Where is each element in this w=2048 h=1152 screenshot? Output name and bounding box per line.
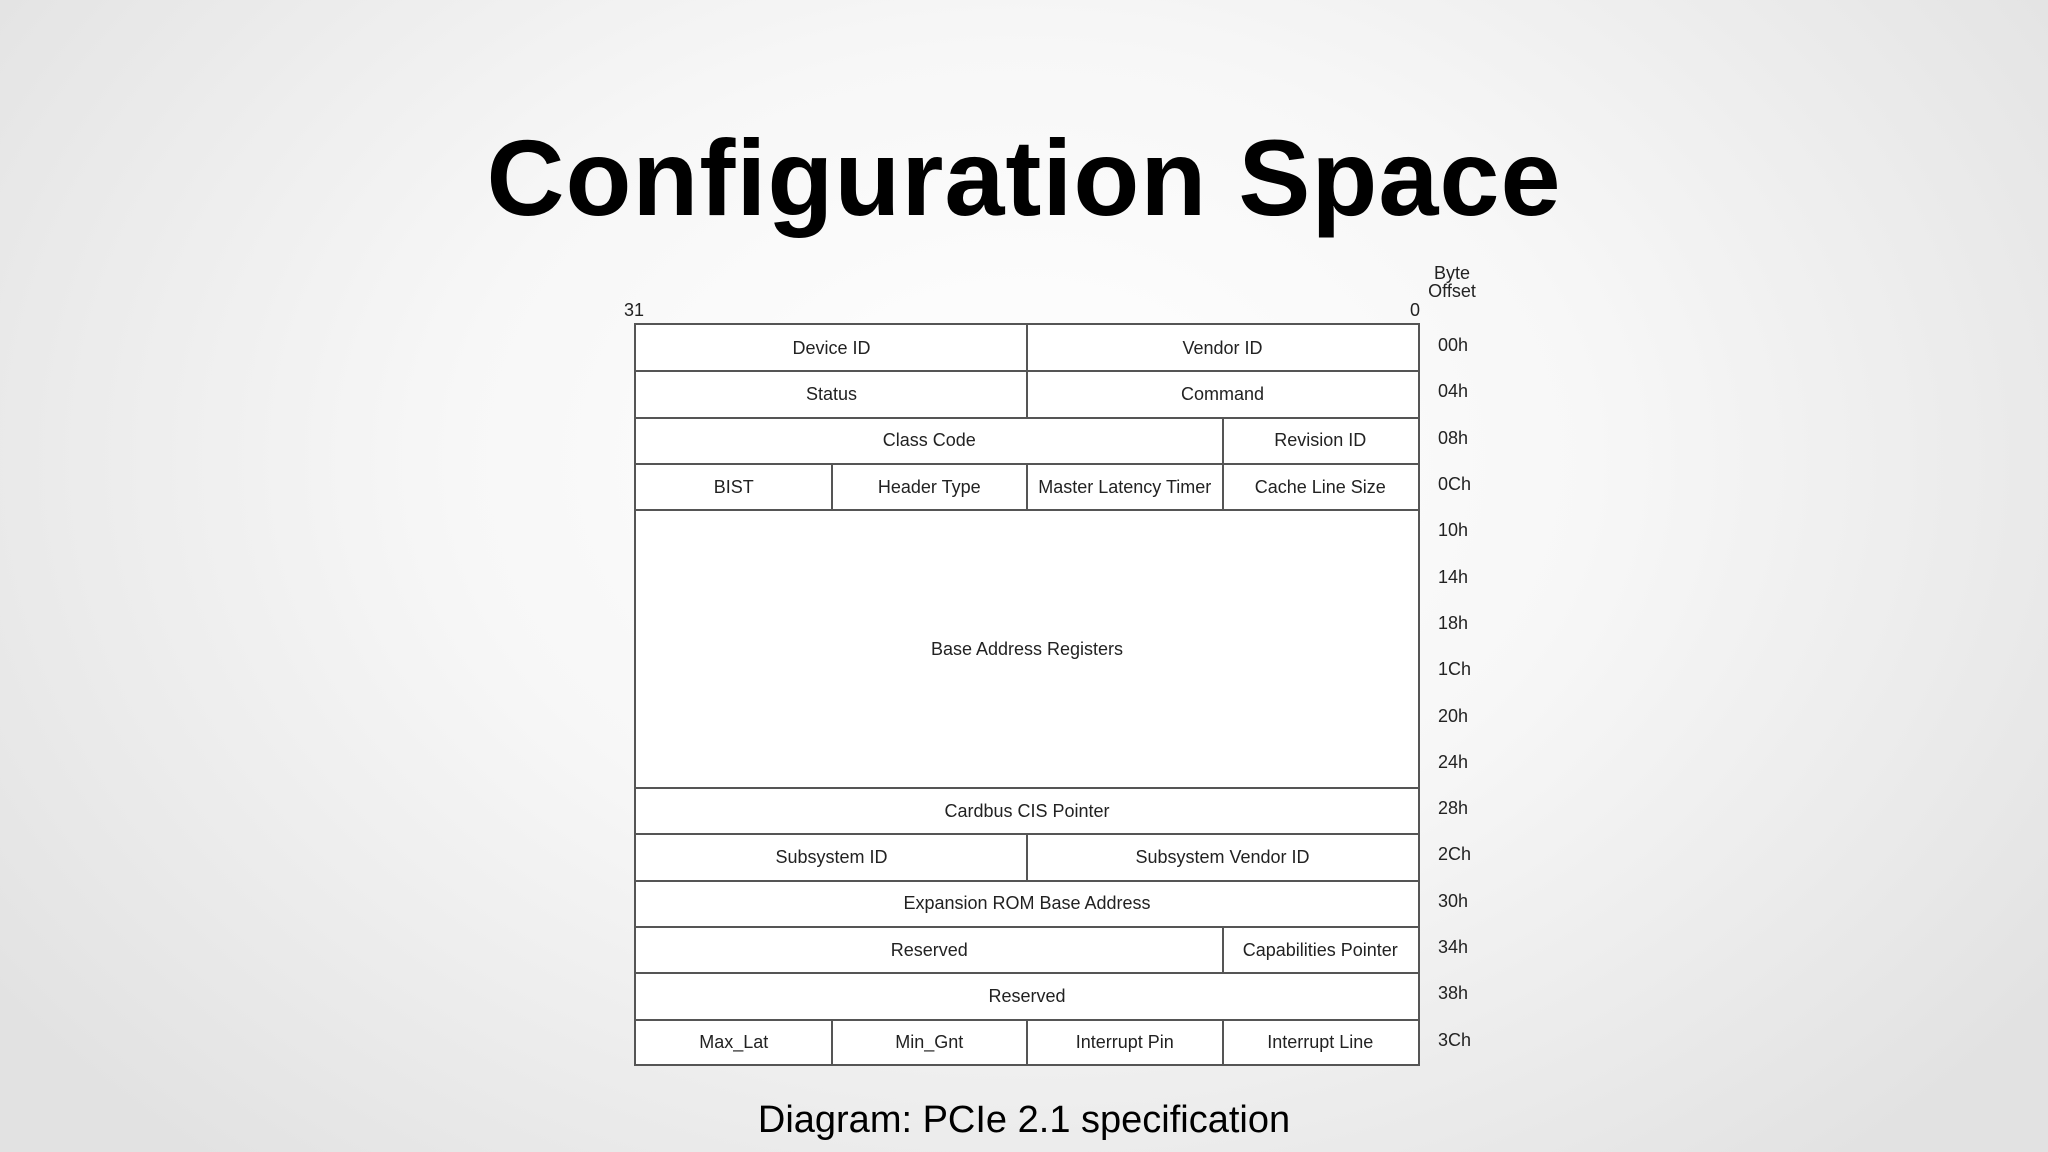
field-divider [1026, 371, 1028, 417]
field-reserved: Reserved [890, 939, 968, 960]
field-device-id: Device ID [792, 337, 871, 358]
field-reserved: Reserved [988, 985, 1066, 1006]
field-divider [831, 464, 833, 510]
field-divider [1222, 1020, 1224, 1066]
field-min-gnt: Min_Gnt [895, 1032, 964, 1053]
offset-30h: 30h [1438, 890, 1469, 911]
field-expansion-rom-base-address: Expansion ROM Base Address [903, 893, 1151, 914]
field-divider [1026, 464, 1028, 510]
offset-00h: 00h [1438, 335, 1469, 356]
register-table [634, 323, 1420, 1066]
offset-2ch: 2Ch [1438, 844, 1472, 865]
offset-0ch: 0Ch [1438, 474, 1472, 495]
bit-high-label: 31 [624, 300, 645, 320]
field-bist: BIST [713, 476, 754, 497]
offset-3ch: 3Ch [1438, 1029, 1472, 1050]
field-divider [831, 1020, 833, 1066]
field-cardbus-cis-pointer: Cardbus CIS Pointer [944, 800, 1110, 821]
offset-34h: 34h [1438, 937, 1469, 958]
field-interrupt-line: Interrupt Line [1267, 1032, 1374, 1053]
offset-08h: 08h [1438, 427, 1469, 448]
field-class-code: Class Code [882, 430, 976, 451]
field-status: Status [805, 383, 858, 404]
offset-18h: 18h [1438, 612, 1469, 633]
offset-header-line2: Offset [1428, 281, 1476, 301]
offset-20h: 20h [1438, 705, 1469, 726]
byte-offset-header [1412, 264, 1492, 300]
field-header-type: Header Type [877, 476, 981, 497]
offset-1ch: 1Ch [1438, 659, 1472, 680]
field-cache-line-size: Cache Line Size [1254, 476, 1386, 497]
field-max-lat: Max_Lat [699, 1032, 769, 1053]
field-divider [1222, 927, 1224, 973]
field-divider [1026, 834, 1028, 880]
field-interrupt-pin: Interrupt Pin [1075, 1032, 1174, 1053]
field-revision-id: Revision ID [1274, 430, 1367, 451]
offset-14h: 14h [1438, 566, 1469, 587]
field-subsystem-vendor-id: Subsystem Vendor ID [1135, 846, 1310, 867]
field-divider [1026, 1020, 1028, 1066]
offset-header-line1: Byte [1433, 263, 1471, 283]
offset-04h: 04h [1438, 381, 1469, 402]
field-divider [1222, 418, 1224, 464]
bit-low-label: 0 [1410, 300, 1421, 320]
field-divider [1026, 325, 1028, 371]
field-base-address-registers: Base Address Registers [930, 638, 1124, 659]
offset-10h: 10h [1438, 520, 1469, 541]
field-vendor-id: Vendor ID [1182, 337, 1263, 358]
field-subsystem-id: Subsystem ID [775, 846, 888, 867]
field-command: Command [1180, 383, 1265, 404]
offset-24h: 24h [1438, 751, 1469, 772]
slide-caption: Diagram: PCIe 2.1 specification [757, 1099, 1291, 1141]
field-master-latency-timer: Master Latency Timer [1038, 476, 1212, 497]
field-capabilities-pointer: Capabilities Pointer [1242, 939, 1398, 960]
offset-28h: 28h [1438, 798, 1469, 819]
offset-38h: 38h [1438, 983, 1469, 1004]
field-divider [1222, 464, 1224, 510]
slide-title: Configuration Space [486, 117, 1562, 238]
